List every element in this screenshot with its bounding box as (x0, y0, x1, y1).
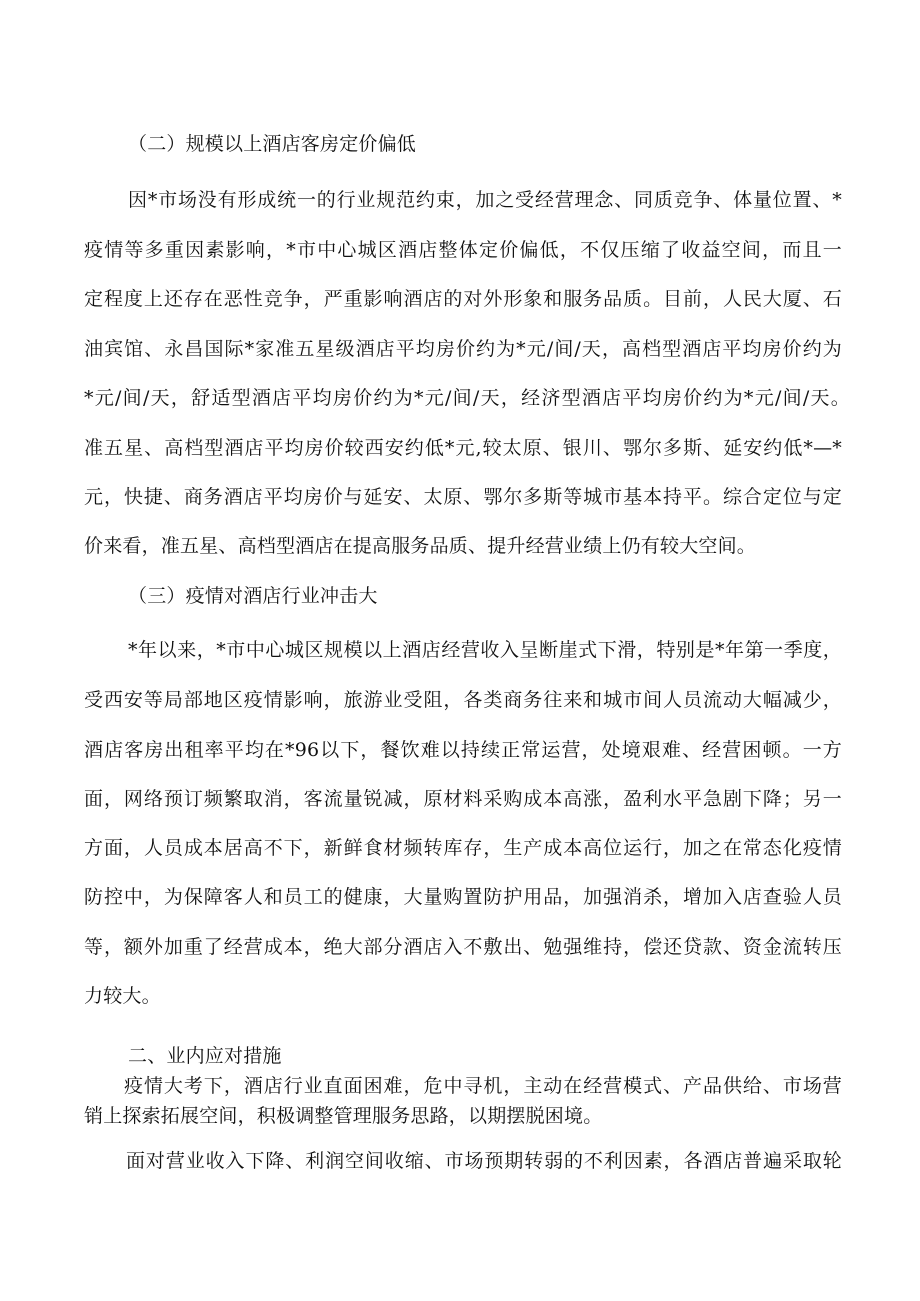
part-2-line-2: 销上探索拓展空间，积极调整管理服务思路，以期摆脱困境。 (84, 1105, 603, 1127)
section-3-line-1: *年以来，*市中心城区规模以上酒店经营收入呈断崖式下滑，特别是*年第一季度， (128, 639, 842, 661)
section-3-line-7: 等，额外加重了经营成本，绝大部分酒店入不敷出、勉强维持，偿还贷款、资金流转压 (84, 936, 842, 958)
section-2-line-7: 元，快捷、商务酒店平均房价与延安、太原、鄂尔多斯等城市基本持平。综合定位与定 (84, 486, 842, 508)
section-3-heading: （三）疫情对酒店行业冲击大 (128, 585, 378, 607)
part-2-line-1: 疫情大考下，酒店行业直面困难，危中寻机，主动在经营模式、产品供给、市场营 (124, 1075, 842, 1097)
section-3-line-6: 防控中，为保障客人和员工的健康，大量购置防护用品，加强消杀，增加入店查验人员 (84, 886, 842, 908)
section-2-line-3: 定程度上还存在恶性竞争，严重影响酒店的对外形象和服务品质。目前，人民大厦、石 (84, 288, 842, 310)
section-2-line-5: *元/间/天，舒适型酒店平均房价约为*元/间/天，经济型酒店平均房价约为*元/间/天。 (84, 387, 850, 409)
section-2-line-4: 油宾馆、永昌国际*家准五星级酒店平均房价约为*元/间/天，高档型酒店平均房价约为 (84, 338, 842, 360)
section-3-line-4: 面，网络预订频繁取消，客流量锐减，原材料采购成本高涨，盈利水平急剧下降；另一 (84, 788, 842, 810)
section-2-line-8: 价来看，准五星、高档型酒店在提高服务品质、提升经营业绩上仍有较大空间。 (84, 535, 757, 557)
part-2-heading: 二、业内应对措施 (128, 1045, 282, 1067)
section-3-line-3: 酒店客房出租率平均在*96以下，餐饮难以持续正常运营，处境艰难、经营困顿。一方 (84, 739, 842, 761)
section-2-heading: （二）规模以上酒店客房定价偏低 (128, 133, 417, 155)
section-3-line-8: 力较大。 (84, 985, 161, 1007)
section-2-line-6: 准五星、高档型酒店平均房价较西安约低*元,较太原、银川、鄂尔多斯、延安约低*—* (84, 437, 842, 459)
section-2-line-2: 疫情等多重因素影响，*市中心城区酒店整体定价偏低，不仅压缩了收益空间，而且一 (84, 239, 842, 261)
last-paragraph-line-1: 面对营业收入下降、利润空间收缩、市场预期转弱的不利因素，各酒店普遍采取轮 (126, 1150, 842, 1172)
section-2-line-1: 因*市场没有形成统一的行业规范约束，加之受经营理念、同质竞争、体量位置、* (128, 189, 842, 211)
section-3-line-5: 方面，人员成本居高不下，新鲜食材频转库存，生产成本高位运行，加之在常态化疫情 (84, 837, 842, 859)
section-3-line-2: 受西安等局部地区疫情影响，旅游业受阻，各类商务往来和城市间人员流动大幅减少， (84, 689, 842, 711)
